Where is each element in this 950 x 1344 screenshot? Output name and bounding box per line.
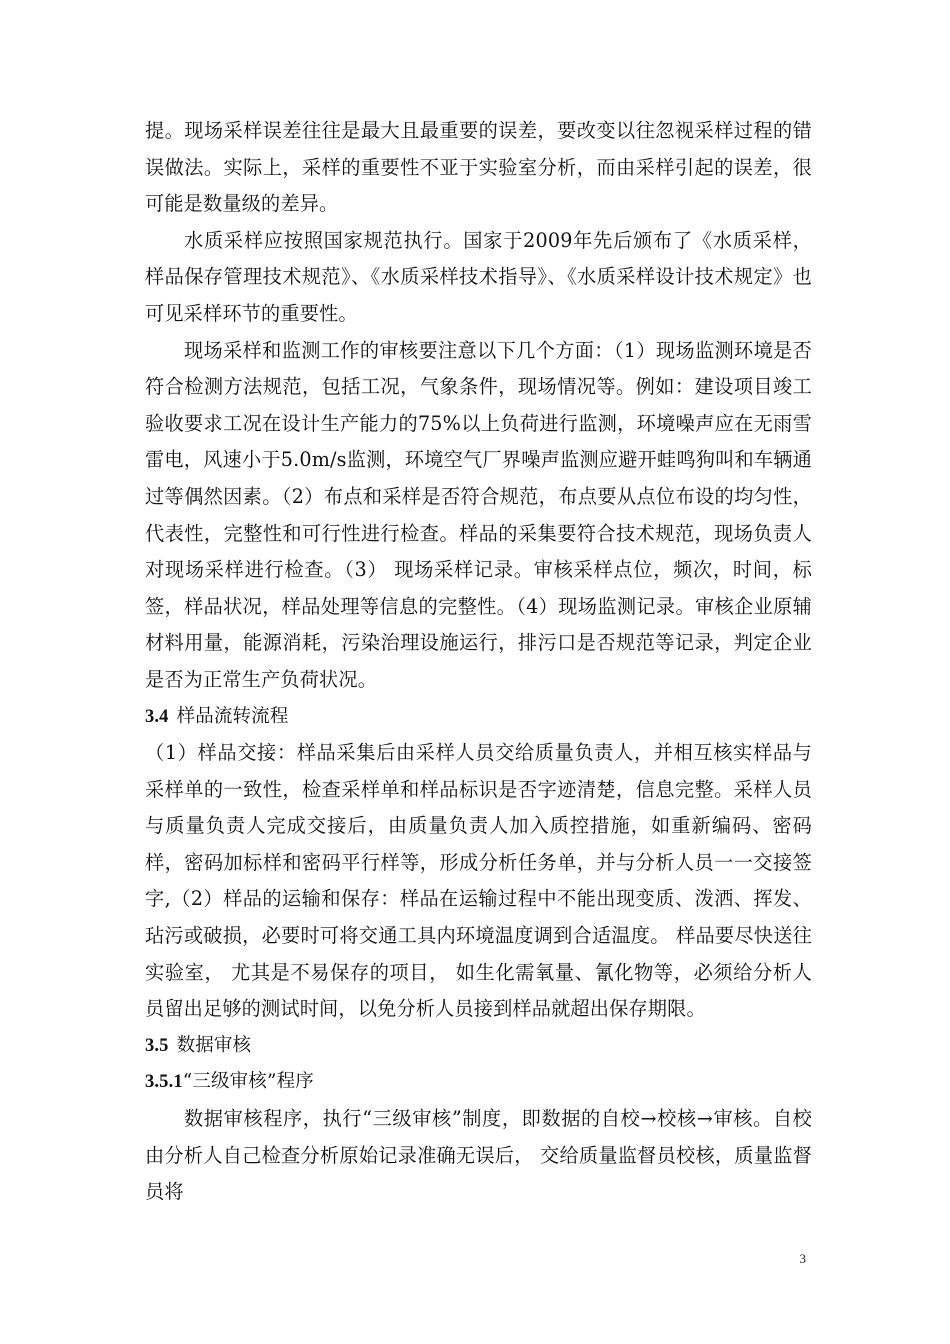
paragraph-sample-flow: （1）样品交接：样品采集后由采样人员交给质量负责人，并相互核实样品与采样单的一致性，检查采样单和样品标识是否字迹清楚，信息完整。采样人员与质量负责人完成交接后，由质量负责人加入质控措施，如重新编码、密码样，密码加标样和密码平行样等，形成分析任务单，并与分析人员一一交接签字,（2）样品的运输和保存：样品在运输过程中不能出现变质、泼洒、挥发、玷污或破损，必要时可将交通工具内环境温度调到合适温度。 样品要尽快送往实验室， 尤其是不易保存的项目， 如生化需氧量、氰化物等，必须给分析人员留出足够的测试时间，以免分析人员接到样品就超出保存期限。 <box>145 741 812 1021</box>
paragraph-field-audit: 现场采样和监测工作的审核要注意以下几个方面：（1）现场监测环境是否符合检测方法规范，包括工况，气象条件，现场情况等。例如：建设项目竣工验收要求工况在设计生产能力的75%以上负荷进行监测，环境噪声应在无雨雪雷电，风速小于5.0m/s监测，环境空气厂界噪声监测应避开蛙鸣狗叫和车辆通过等偶然因素。（2）布点和采样是否符合规范，布点要从点位布设的均匀性，代表性，完整性和可行性进行检查。样品的采集要符合技术规范，现场负责人对现场采样进行检查。（3） 现场采样记录。审核采样点位，频次，时间，标签，样品状况，样品处理等信息的完整性。（4）现场监测记录。审核企业原辅材料用量，能源消耗，污染治理设施运行，排污口是否规范等记录，判定企业是否为正常生产负荷状况。 <box>145 338 812 691</box>
section-heading-3-5 <box>145 1028 812 1065</box>
paragraph-three-level-audit: 数据审核程序，执行“三级审核”制度，即数据的自校→校核→审核。自校由分析人自己检查分析原始记录准确无误后， 交给质量监督员校核，质量监督员将 <box>145 1107 812 1204</box>
section-heading-3-5-1 <box>145 1064 812 1101</box>
document-body <box>145 113 812 1211</box>
paragraph-sampling-error: 提。现场采样误差往往是最大且最重要的误差，要改变以往忽视采样过程的错误做法。实际上，采样的重要性不亚于实验室分析，而由采样引起的误差，很可能是数量级的差异。 <box>145 119 812 216</box>
section-number-3-5: 3.5 <box>145 1035 169 1056</box>
section-number-3-4: 3.4 <box>145 706 169 727</box>
section-number-3-5-1: 3.5.1 <box>145 1072 183 1093</box>
paragraph-water-sampling-standards: 水质采样应按照国家规范执行。国家于2009年先后颁布了《水质采样，样品保存管理技术规范》、《水质采样技术指导》、《水质采样设计技术规定》也可见采样环节的重要性。 <box>145 228 812 325</box>
section-title-3-5-1: “三级审核”程序 <box>182 1071 314 1093</box>
section-title-3-4: 样品流转流程 <box>176 705 289 727</box>
section-heading-3-4 <box>145 699 812 736</box>
page-number: 3 <box>799 1251 806 1266</box>
section-title-3-5: 数据审核 <box>176 1034 252 1056</box>
